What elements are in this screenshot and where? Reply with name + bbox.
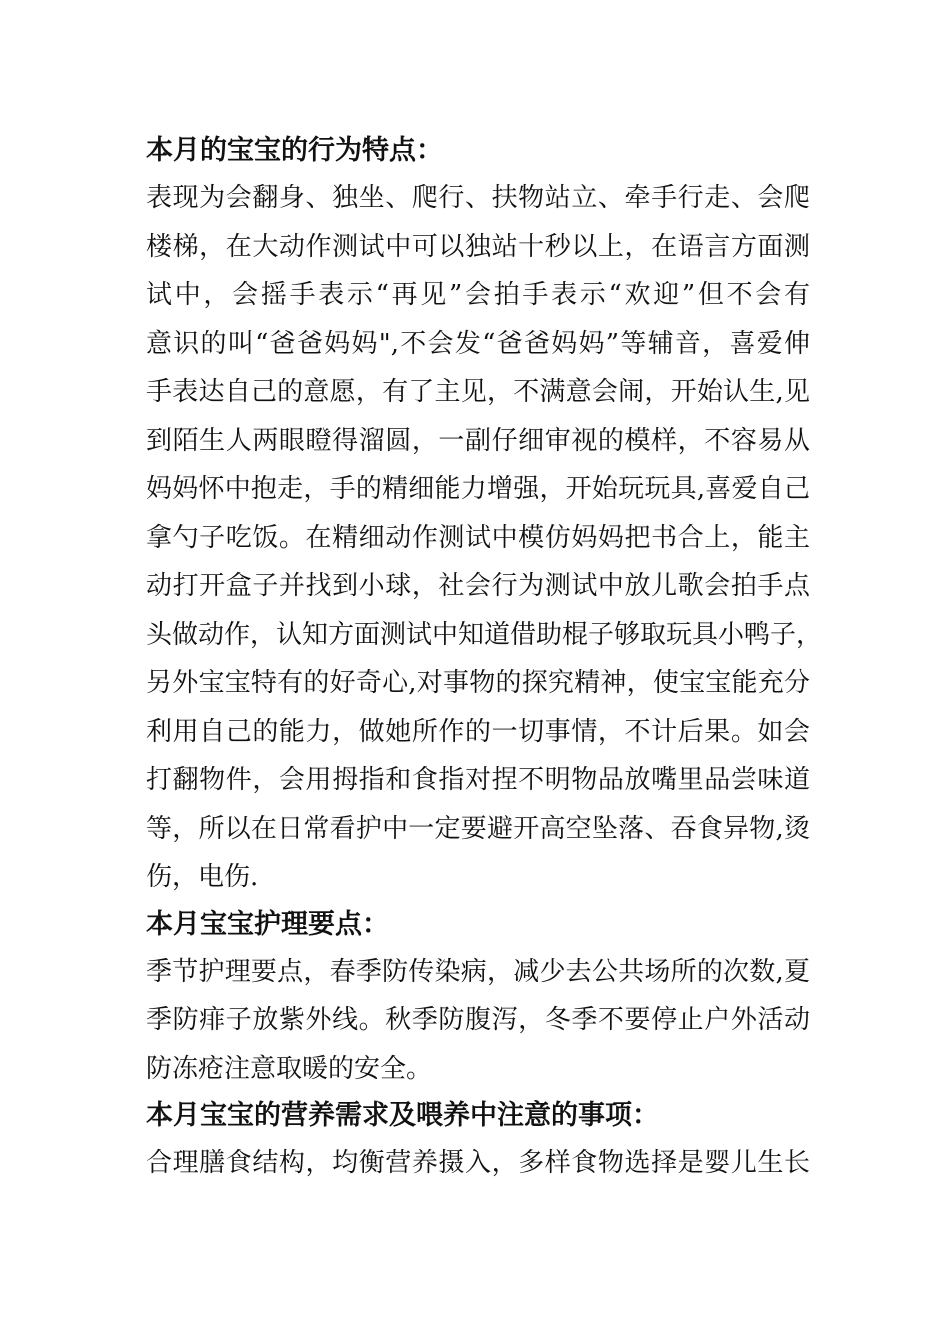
text-line: 季防痱子放紫外线。秋季防腹泻，冬季不要停止户外活动	[146, 1005, 810, 1035]
text-line: 手表达自己的意愿，有了主见，不满意会闹，开始认生,见	[146, 377, 810, 407]
text-line: 利用自己的能力，做她所作的一切事情，不计后果。如会	[146, 716, 810, 747]
text-line: 楼梯，在大动作测试中可以独站十秒以上，在语言方面测	[146, 231, 810, 262]
text-line: 表现为会翻身、独坐、爬行、扶物站立、牵手行走、会爬	[146, 183, 810, 213]
section-heading-care: 本月宝宝护理要点：	[146, 908, 389, 940]
section-body-behavior	[146, 174, 823, 902]
section-body-nutrition	[146, 1139, 810, 1188]
text-line: 季节护理要点，春季防传染病，减少去公共场所的次数,夏	[146, 956, 810, 987]
text-line: 防冻疮注意取暖的安全。	[146, 1053, 433, 1084]
section-care	[146, 902, 810, 1094]
section-behavior	[146, 128, 823, 902]
text-line: 另外宝宝特有的好奇心,对事物的探究精神，使宝宝能充分	[146, 668, 810, 698]
text-line: 妈妈怀中抱走，手的精细能力增强，开始玩玩具,喜爱自己	[146, 474, 810, 504]
section-body-care	[146, 948, 810, 1094]
text-line: 试中，会摇手表示“再见”会拍手表示“欢迎”但不会有	[146, 280, 810, 310]
text-line: 到陌生人两眼瞪得溜圆，一副仔细审视的模样，不容易从	[146, 425, 810, 456]
text-line: 伤，电伤.	[146, 862, 259, 892]
document-page	[146, 128, 823, 1188]
section-heading-behavior: 本月的宝宝的行为特点：	[146, 135, 443, 166]
text-line: 意识的叫“爸爸妈妈",不会发“爸爸妈妈”等辅音，喜爱伸	[146, 328, 810, 359]
text-line: 打翻物件，会用拇指和食指对捏不明物品放嘴里品尝味道	[146, 765, 810, 795]
section-heading-nutrition: 本月宝宝的营养需求及喂养中注意的事项：	[146, 1100, 659, 1131]
text-line: 动打开盒子并找到小球，社会行为测试中放儿歌会拍手点	[146, 571, 810, 601]
text-line: 合理膳食结构，均衡营养摄入，多样食物选择是婴儿生长	[146, 1148, 810, 1178]
section-nutrition	[146, 1093, 810, 1188]
text-line: 头做动作，认知方面测试中知道借助棍子够取玩具小鸭子，	[146, 619, 823, 650]
text-line: 拿勺子吃饭。在精细动作测试中模仿妈妈把书合上，能主	[146, 522, 810, 553]
text-line: 等，所以在日常看护中一定要避开高空坠落、吞食异物,烫	[146, 813, 810, 844]
